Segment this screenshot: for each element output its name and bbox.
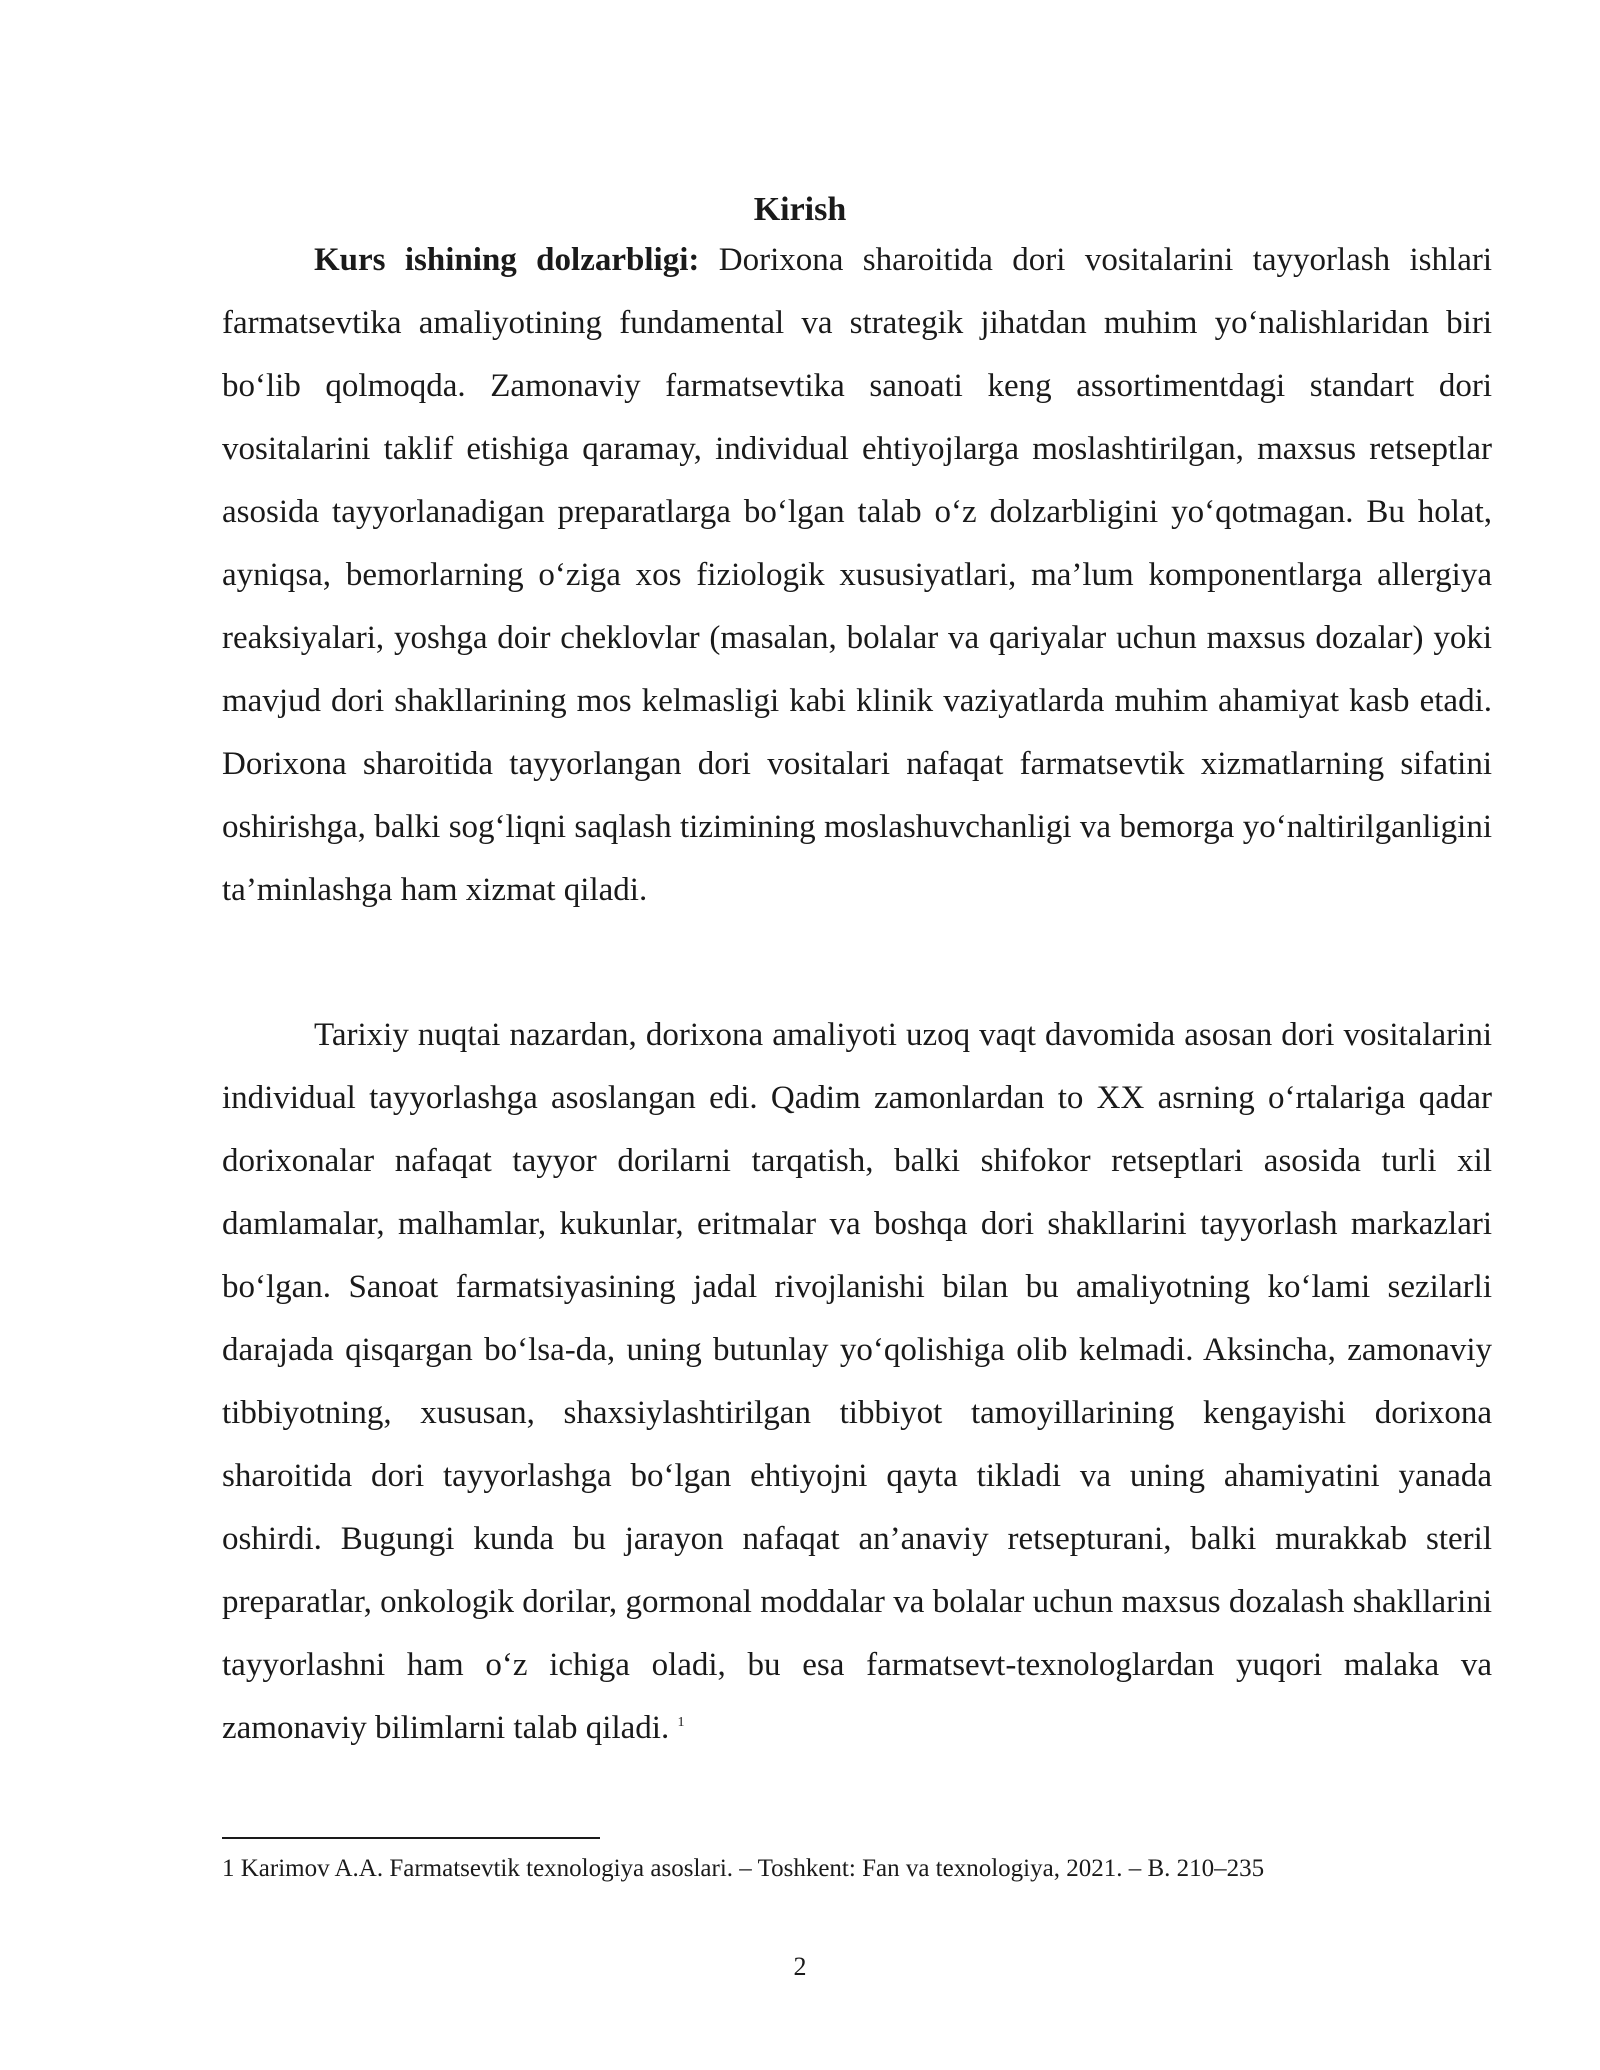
paragraph-history (222, 1004, 1492, 1760)
footnote-marker[interactable]: 1 (677, 1715, 685, 1730)
paragraph-relevance (222, 229, 1492, 922)
paragraph-body-text: Tarixiy nuqtai nazardan, dorixona amaliyoti uzoq vaqt davomida asosan dori vositalarini individual tayyorlashga asoslangan edi. Qadim zamonlardan to XX asrning o‘rtalariga qadar dorixonalar nafaqat tayyor dorilarni tarqatish, balki shifokor retseptlari asosida turli xil damlamalar, malhamlar, kukunlar, eritmalar va boshqa dori shakllarini tayyorlash markazlari bo‘lgan. Sanoat farmatsiyasining jadal rivojlanishi bilan bu amaliyotning ko‘lami sezilarli darajada qisqargan bo‘lsa-da, uning butunlay yo‘qolishiga olib kelmadi. Aksincha, zamonaviy tibbiyotning, xususan, shaxsiylashtirilgan tibbiyot tamoyillarining kengayishi dorixona sharoitida dori tayyorlashga bo‘lgan ehtiyojni qayta tikladi va uning ahamiyatini yanada oshirdi. Bugungi kunda bu jarayon nafaqat an’anaviy retsepturani, balki murakkab steril preparatlar, onkologik dorilar, gormonal moddalar va bolalar uchun maxsus dozalash shakllarini tayyorlashni ham o‘z ichiga oladi, bu esa farmatsevt-texnologlardan yuqori malaka va zamonaviy bilimlarni talab qiladi. (222, 1017, 1492, 1746)
footnote-text: 1 Karimov A.A. Farmatsevtik texnologiya asoslari. – Toshkent: Fan va texnologiya, 2021. – B. 210–235 (222, 1855, 1265, 1882)
footnote-separator (222, 1837, 600, 1839)
section-title: Kirish (753, 191, 847, 228)
paragraph-lead-heading: Kurs ishining dolzarbligi: (314, 242, 700, 278)
page-number: 2 (793, 1952, 807, 1981)
paragraph-body-text: Dorixona sharoitida dori vositalarini tayyorlash ishlari farmatsevtika amaliyotining fundamental va strategik jihatdan muhim yo‘nalishlaridan biri bo‘lib qolmoqda. Zamonaviy farmatsevtika sanoati keng assortimentdagi standart dori vositalarini taklif etishiga qaramay, individual ehtiyojlarga moslashtirilgan, maxsus retseptlar asosida tayyorlanadigan preparatlarga bo‘lgan talab o‘z dolzarbligini yo‘qotmagan. Bu holat, ayniqsa, bemorlarning o‘ziga xos fiziologik xususiyatlari, ma’lum komponentlarga allergiya reaksiyalari, yoshga doir cheklovlar (masalan, bolalar va qariyalar uchun maxsus dozalar) yoki mavjud dori shakllarining mos kelmasligi kabi klinik vaziyatlarda muhim ahamiyat kasb etadi. Dorixona sharoitida tayyorlangan dori vositalari nafaqat farmatsevtik xizmatlarning sifatini oshirishga, balki sog‘liqni saqlash tizimining moslashuvchanligi va bemorga yo‘naltirilganligini ta’minlashga ham xizmat qiladi. (222, 242, 1492, 908)
